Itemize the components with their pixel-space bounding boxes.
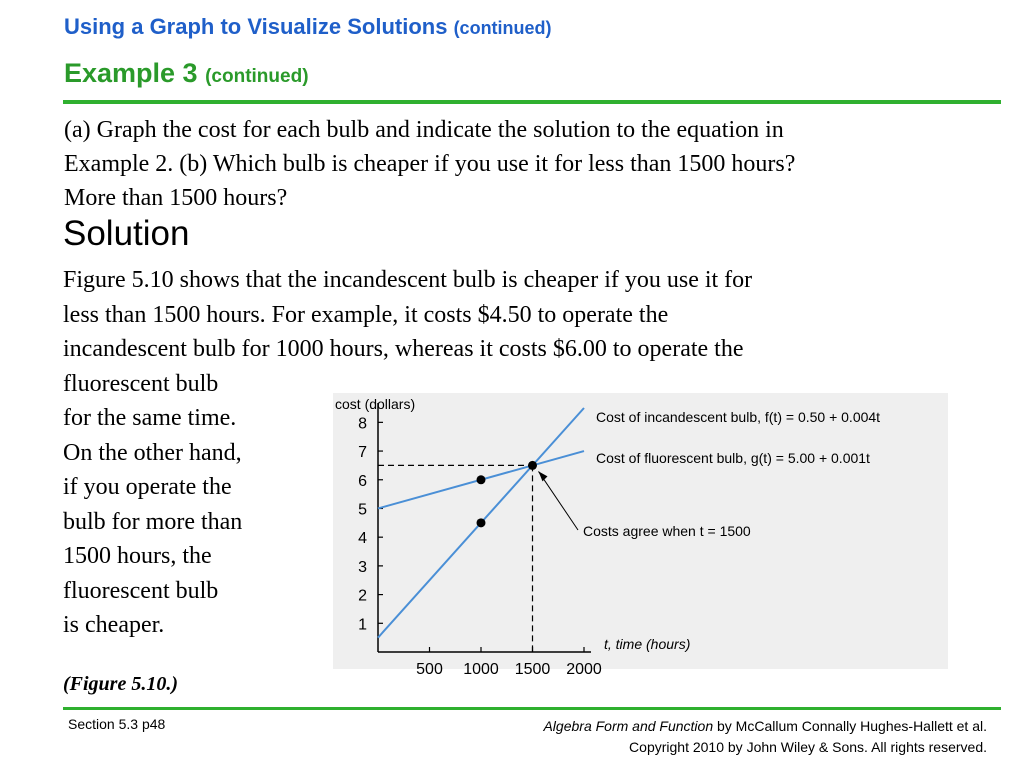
question-line: Example 2. (b) Which bulb is cheaper if you use it for less than 1500 hours? [64,151,796,177]
footer-book-title: Algebra Form and Function [543,718,714,734]
annotation-arrowhead [539,471,548,481]
figure-caption: (Figure 5.10.) [63,673,178,695]
solution-line: fluorescent bulb [63,577,219,604]
x-tick-label: 500 [416,661,443,678]
question-text [64,113,1014,215]
example-heading-suffix: (continued) [205,66,309,87]
annotation-arrow [539,471,579,530]
x-tick-label: 1500 [514,661,551,678]
solution-line: if you operate the [63,474,232,500]
bottom-divider [63,707,1001,710]
question-line: (a) Graph the cost for each bulb and indicate the solution to the equation in [64,117,784,143]
chart-svg [333,393,948,678]
y-tick-label: 4 [358,530,367,548]
footer-section: Section 5.3 p48 [68,716,166,732]
solution-line: incandescent bulb for 1000 hours, whereas it costs $6.00 to operate the [63,336,744,362]
y-tick-label: 5 [358,501,367,519]
solution-heading: Solution [63,214,190,253]
solution-line: for the same time. [63,405,237,431]
footer-copyright: Copyright 2010 by John Wiley & Sons. All rights reserved. [629,739,987,755]
title-suffix: (continued) [453,18,552,38]
y-axis-label: cost (dollars) [335,396,416,412]
data-point [528,461,537,470]
y-tick-label: 6 [358,472,367,490]
example-heading-text: Example 3 [64,58,198,88]
solution-line: bulb for more than [63,508,243,535]
data-point [477,518,486,527]
solution-line: fluorescent bulb [63,370,219,397]
x-tick-label: 1000 [463,661,499,678]
footer-credit [543,716,987,758]
series-label: Cost of fluorescent bulb, g(t) = 5.00 + 0.001t [596,450,870,466]
y-tick-label: 1 [358,616,367,634]
slide-title [64,14,552,40]
solution-line: 1500 hours, the [63,543,212,569]
example-heading [64,58,309,89]
question-line: More than 1500 hours? [64,185,288,211]
y-tick-label: 8 [358,415,367,433]
solution-line: less than 1500 hours. For example, it costs $4.50 to operate the [63,301,669,328]
annotation-text: Costs agree when t = 1500 [583,523,751,539]
top-divider [63,100,1001,104]
y-tick-label: 2 [358,587,367,605]
series-label: Cost of incandescent bulb, f(t) = 0.50 + 0.004t [596,409,881,425]
title-text: Using a Graph to Visualize Solutions [64,14,448,39]
x-axis-label: t, time (hours) [604,636,691,652]
solution-line: Figure 5.10 shows that the incandescent bulb is cheaper if you use it for [63,267,753,293]
x-tick-label: 2000 [566,661,602,678]
y-tick-label: 7 [358,444,367,462]
solution-line: On the other hand, [63,439,242,466]
y-tick-label: 3 [358,558,367,576]
figure-chart [333,393,948,678]
data-point [477,475,486,484]
footer-authors: by McCallum Connally Hughes-Hallett et al. [713,718,987,734]
solution-line: is cheaper. [63,612,165,638]
